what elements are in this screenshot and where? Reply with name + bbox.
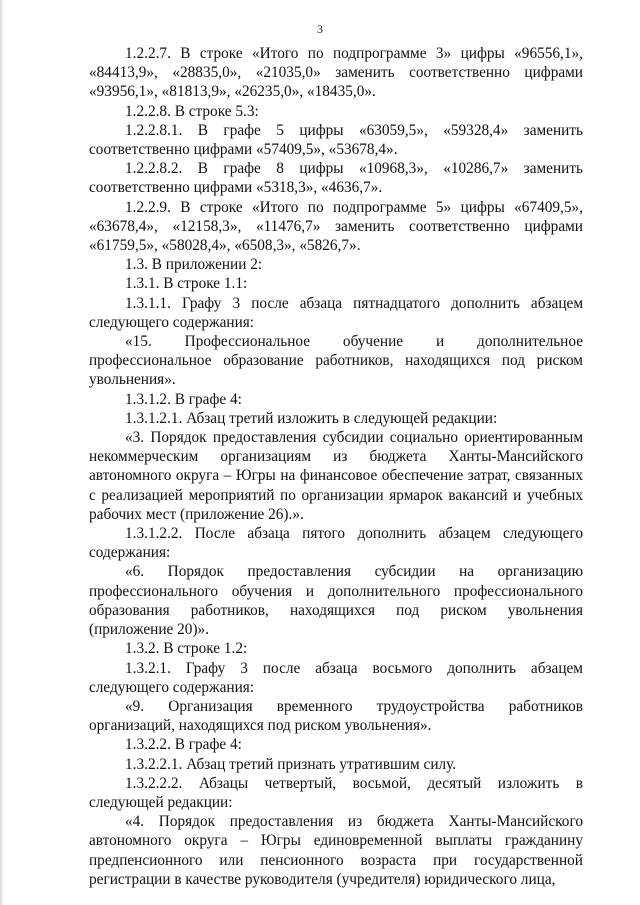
- paragraph-1-2-2-8: 1.2.2.8. В строке 5.3:: [125, 102, 259, 120]
- paragraph-1-2-2-8-1: 1.2.2.8.1. В графе 5 цифры «63059,5», «59328,4» заменить соответственно цифрами «57409,5», «53678,4».: [89, 121, 583, 159]
- scan-edge-shadow: [0, 0, 3, 905]
- quote-item-15: «15. Профессиональное обучение и дополнительное профессиональное образование работников, находящихся под риском увольнения».: [89, 333, 583, 389]
- paragraph-1-3-2-2-1: 1.3.2.2.1. Абзац третий признать утратившим силу.: [125, 755, 457, 773]
- paragraph-1-3-2-1: 1.3.2.1. Графу 3 после абзаца восьмого дополнить абзацем следующего содержания:: [89, 659, 583, 696]
- quote-item-6: «6. Порядок предоставления субсидии на организацию профессионального обучения и дополнительного профессионального образования работников, находящихся под риском увольнения (приложение 20)».: [89, 563, 583, 639]
- quote-item-3: «3. Порядок предоставления субсидии социально ориентированным некоммерческим организациям из бюджета Ханты-Мансийского автономного округа – Югры на финансовое обеспечение затрат, связанных с реализацией мероприятий по организации ярмарок вакансий и учебных рабочих мест (приложение 26).».: [89, 429, 583, 523]
- paragraph-1-2-2-9: 1.2.2.9. В строке «Итого по подпрограмме 5» цифры «67409,5», «63678,4», «12158,3», «11476,7» заменить соответственно цифрами «61759,5», «58028,4», «6508,3», «5826,7».: [89, 198, 583, 255]
- paragraph-1-3: 1.3. В приложении 2:: [125, 256, 263, 274]
- paragraph-1-3-1-2-1: 1.3.1.2.1. Абзац третий изложить в следующей редакции:: [125, 409, 498, 427]
- paragraph-1-2-2-8-2: 1.2.2.8.2. В графе 8 цифры «10968,3», «10286,7» заменить соответственно цифрами «5318,3», «4636,7».: [89, 160, 583, 197]
- paragraph-1-3-2-2: 1.3.2.2. В графе 4:: [125, 736, 242, 754]
- paragraph-1-3-1: 1.3.1. В строке 1.1:: [125, 275, 248, 293]
- paragraph-1-3-1-1: 1.3.1.1. Графу 3 после абзаца пятнадцатого дополнить абзацем следующего содержания:: [89, 294, 583, 331]
- page-number: 3: [317, 22, 323, 36]
- quote-item-4: «4. Порядок предоставления из бюджета Ханты-Мансийского автономного округа – Югры единовременной выплаты гражданину предпенсионного или пенсионного возраста при государственной регистрации в качестве руководителя (учредителя) юридического лица,: [89, 813, 583, 888]
- document-body: [89, 44, 583, 889]
- paragraph-1-3-1-2: 1.3.1.2. В графе 4:: [125, 390, 242, 408]
- paragraph-1-3-2: 1.3.2. В строке 1.2:: [125, 640, 248, 658]
- paragraph-1-3-1-2-2: 1.3.1.2.2. После абзаца пятого дополнить абзацем следующего содержания:: [89, 525, 583, 562]
- paragraph-1-3-2-2-2: 1.3.2.2.2. Абзацы четвертый, восьмой, десятый изложить в следующей редакции:: [89, 774, 583, 811]
- quote-item-9: «9. Организация временного трудоустройства работников организаций, находящихся под риском увольнения».: [89, 697, 583, 735]
- paragraph-1-2-2-7: 1.2.2.7. В строке «Итого по подпрограмме 3» цифры «96556,1», «84413,9», «28835,0», «21035,0» заменить соответственно цифрами «93956,1», «81813,9», «26235,0», «18435,0».: [89, 45, 583, 101]
